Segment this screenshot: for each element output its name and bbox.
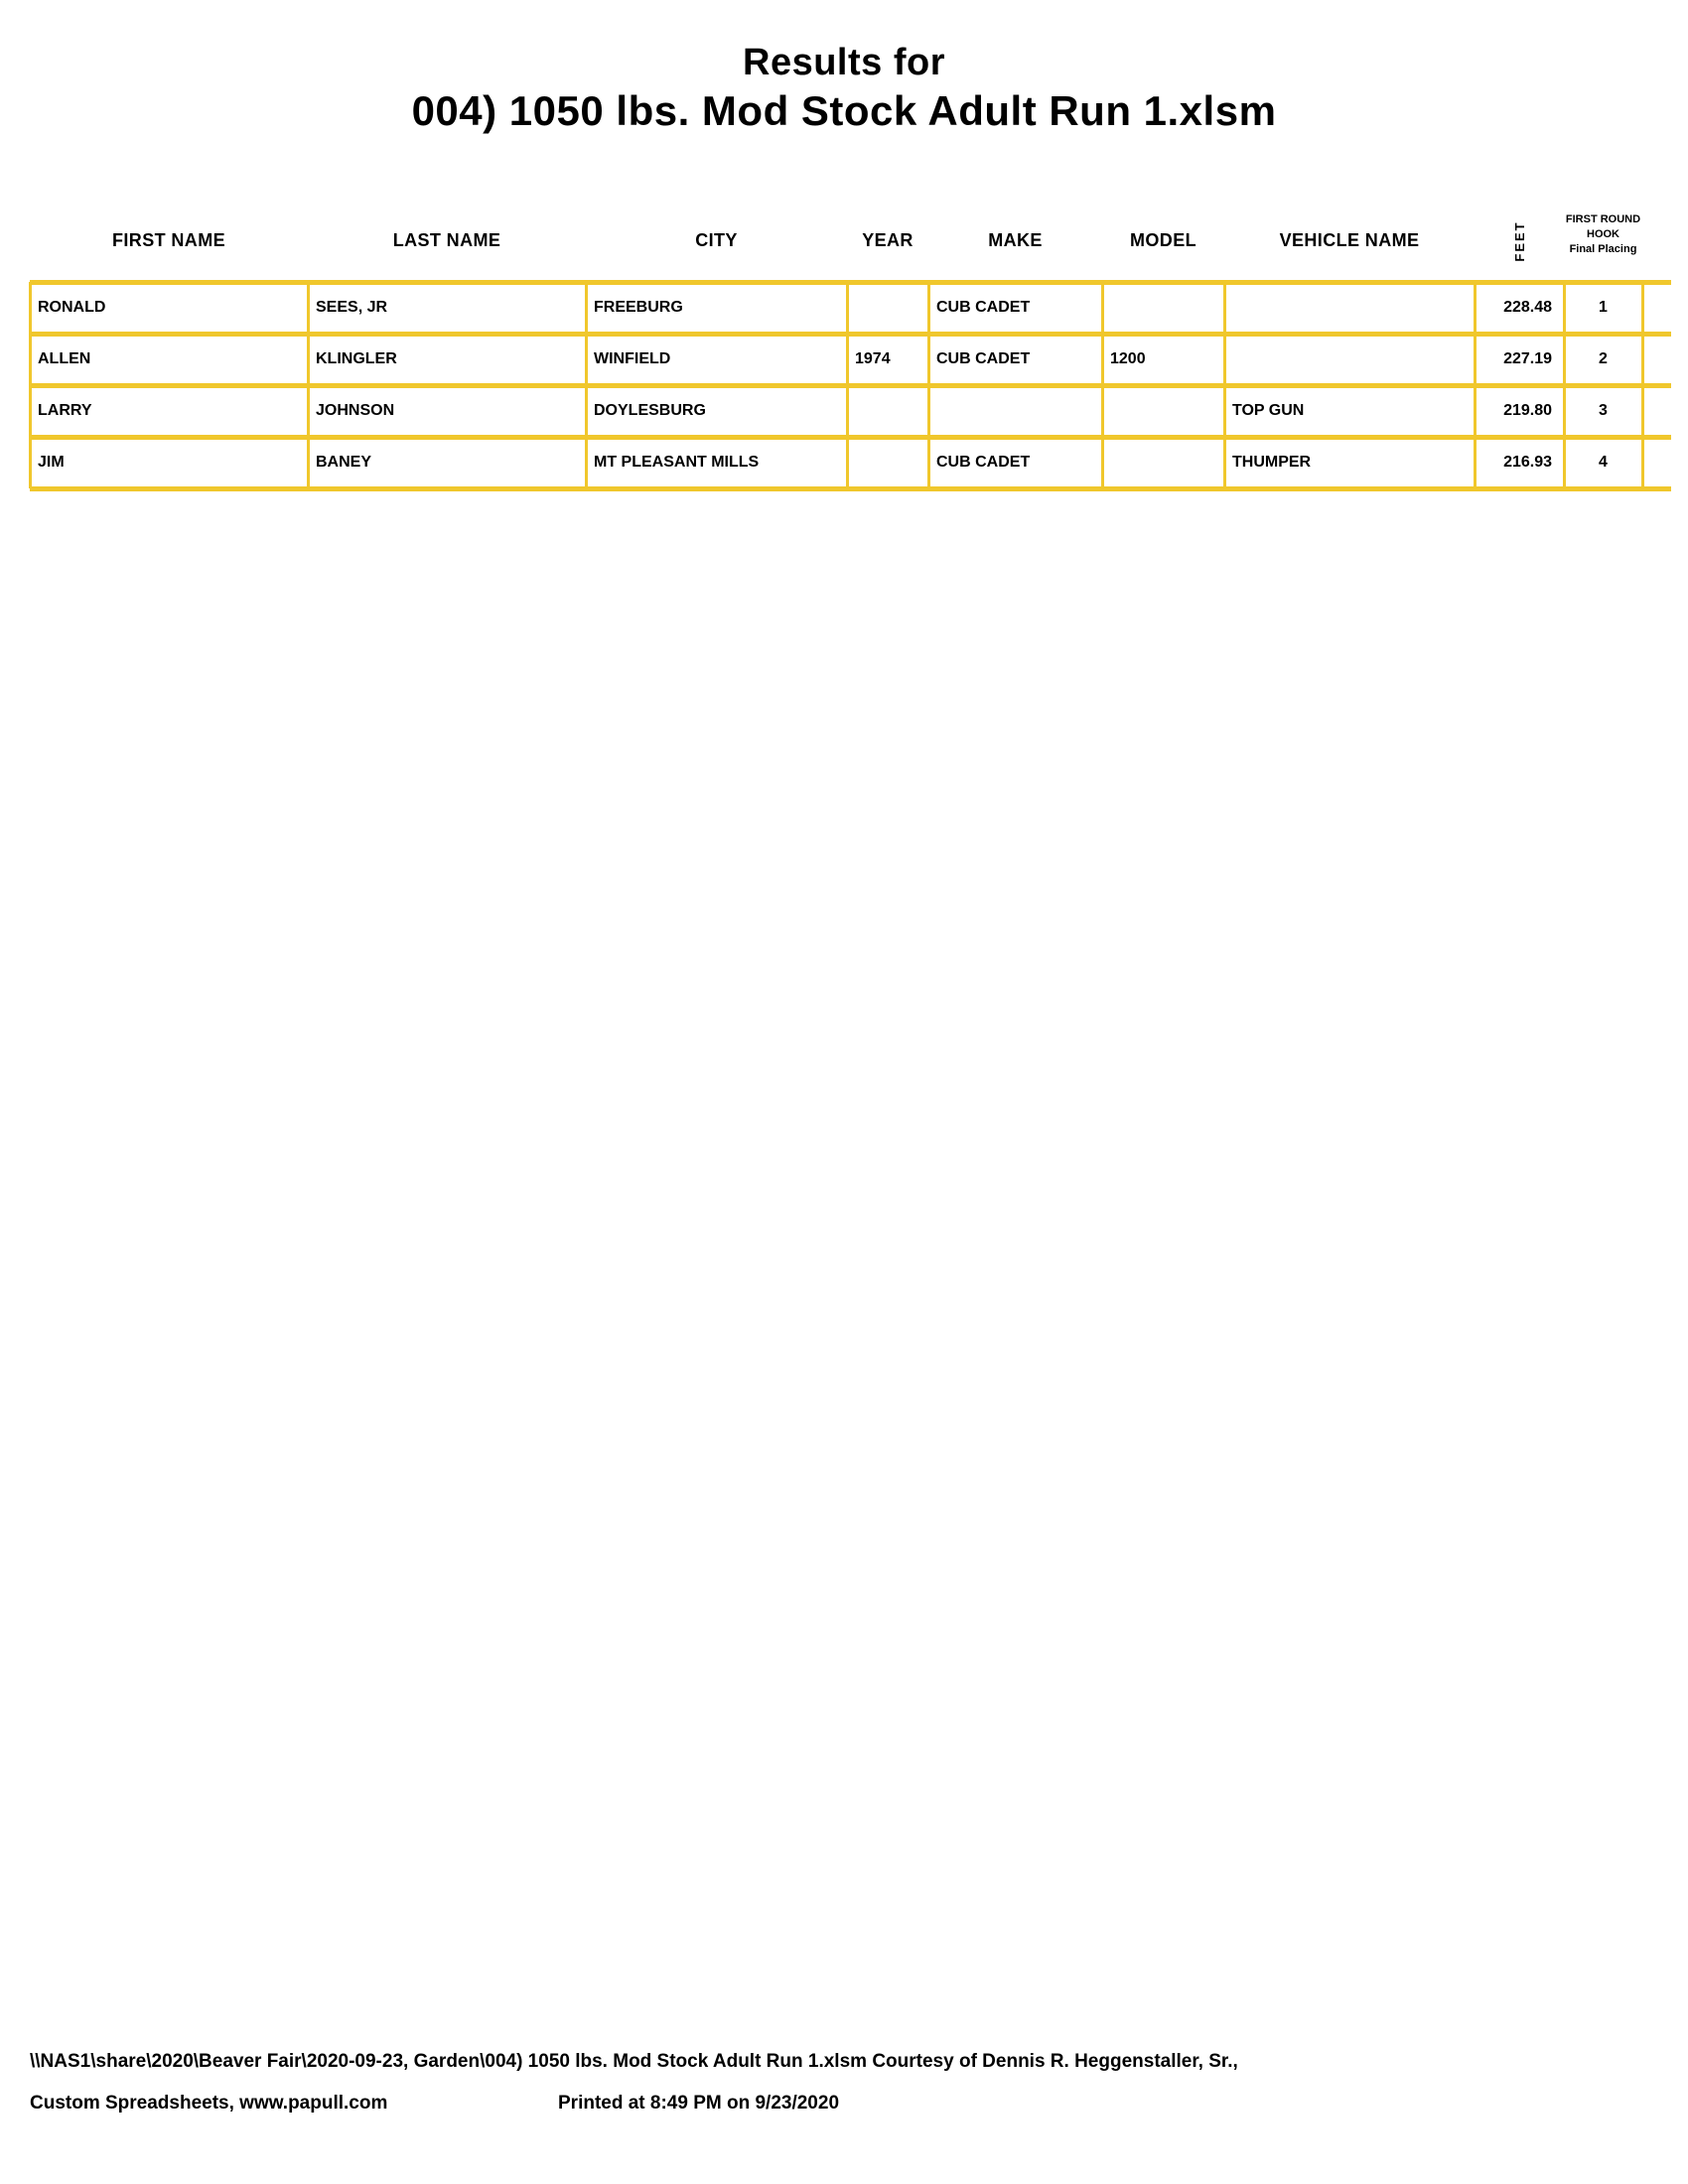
- col-header-placing: [1529, 212, 1678, 257]
- last-name-cell: JOHNSON: [316, 402, 395, 419]
- col-header-feet: FEET: [1511, 220, 1527, 262]
- placing-cell: 4: [1599, 454, 1608, 471]
- results-table-header: [30, 197, 1678, 282]
- placing-cell: 1: [1599, 299, 1608, 316]
- vehicle-name-cell: TOP GUN: [1232, 402, 1305, 419]
- model-cell: [1102, 437, 1224, 488]
- make-cell: CUB CADET: [936, 350, 1031, 367]
- feet-cell: 216.93: [1503, 454, 1552, 471]
- first-name-cell: LARRY: [38, 402, 92, 419]
- col-header-vehicle-name: VEHICLE NAME: [1279, 229, 1420, 250]
- first-name-cell: JIM: [38, 454, 65, 471]
- city-cell: WINFIELD: [594, 350, 671, 367]
- col-header-last-name: LAST NAME: [392, 229, 501, 250]
- col-header-year: YEAR: [862, 229, 914, 250]
- col-header-model: MODEL: [1130, 229, 1196, 250]
- last-name-cell: BANEY: [316, 454, 372, 471]
- year-cell: [847, 385, 928, 437]
- feet-cell: 228.48: [1503, 299, 1552, 316]
- footer-credit: Custom Spreadsheets, www.papull.com: [30, 2093, 388, 2114]
- col-header-placing-line2: HOOK: [1587, 228, 1619, 240]
- footer-file-path: \\NAS1\share\2020\Beaver Fair\2020-09-23, Garden\004) 1050 lbs. Mod Stock Adult Run 1.xlsm Courtesy of Dennis R. Heggenstaller, Sr.,: [30, 2051, 1238, 2072]
- make-cell: CUB CADET: [936, 454, 1031, 471]
- year-cell: [847, 437, 928, 488]
- vehicle-name-cell: [1224, 334, 1475, 385]
- results-table: [30, 282, 1678, 488]
- vehicle-name-cell: [1224, 282, 1475, 334]
- model-cell: [1102, 385, 1224, 437]
- col-header-placing-line1: FIRST ROUND: [1565, 213, 1641, 225]
- placing-cell: 2: [1599, 350, 1608, 367]
- page-title-line2: 004) 1050 lbs. Mod Stock Adult Run 1.xlsm: [411, 87, 1277, 134]
- year-cell: 1974: [855, 350, 891, 367]
- city-cell: FREEBURG: [594, 299, 683, 316]
- last-name-cell: SEES, JR: [316, 299, 388, 316]
- year-cell: [847, 282, 928, 334]
- footer-printed-timestamp: Printed at 8:49 PM on 9/23/2020: [558, 2093, 840, 2114]
- col-header-first-name: FIRST NAME: [112, 229, 225, 250]
- placing-cell: 3: [1599, 402, 1608, 419]
- feet-cell: 219.80: [1503, 402, 1552, 419]
- col-header-city: CITY: [695, 229, 738, 250]
- page-title-line1: Results for: [743, 42, 945, 83]
- city-cell: MT PLEASANT MILLS: [594, 454, 760, 471]
- last-name-cell: KLINGLER: [316, 350, 397, 367]
- vehicle-name-cell: THUMPER: [1232, 454, 1312, 471]
- make-cell: [928, 385, 1102, 437]
- col-header-make: MAKE: [988, 229, 1043, 250]
- col-header-placing-line3: Final Placing: [1569, 243, 1637, 255]
- make-cell: CUB CADET: [936, 299, 1031, 316]
- feet-cell: 227.19: [1503, 350, 1552, 367]
- city-cell: DOYLESBURG: [594, 402, 706, 419]
- model-cell: [1102, 282, 1224, 334]
- first-name-cell: ALLEN: [38, 350, 91, 367]
- first-name-cell: RONALD: [38, 299, 106, 316]
- model-cell: 1200: [1110, 350, 1146, 367]
